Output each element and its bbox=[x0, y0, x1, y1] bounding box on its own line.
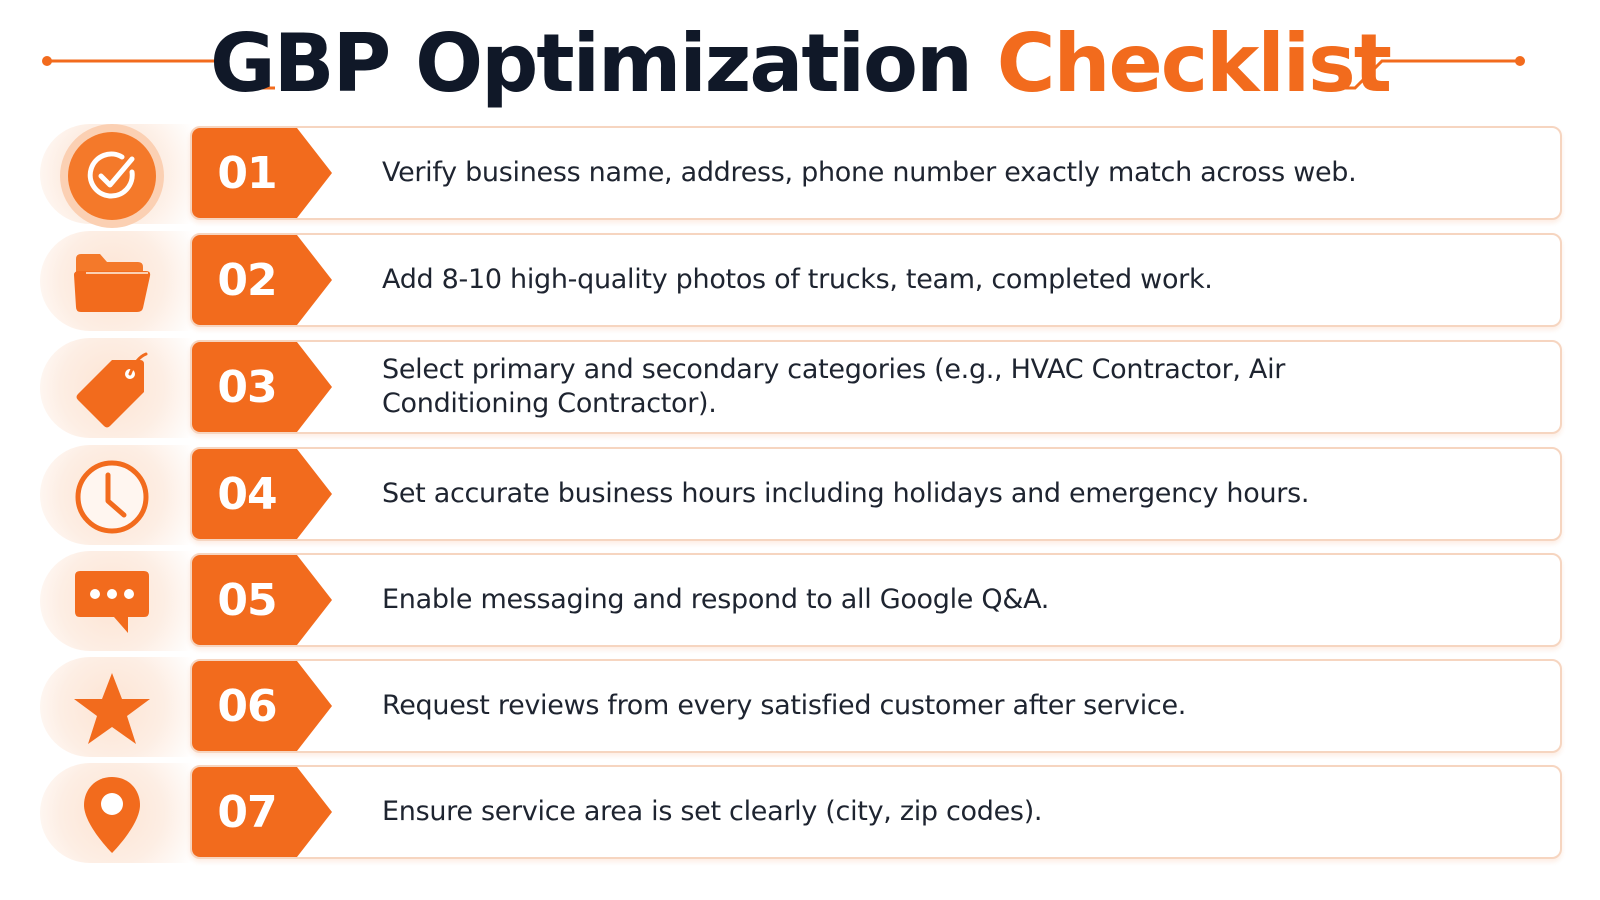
item-text: Request reviews from every satisfied customer after service. bbox=[382, 690, 1187, 721]
title-main: GBP Optimization bbox=[209, 17, 971, 110]
list-item bbox=[40, 233, 1565, 329]
star-icon bbox=[68, 665, 156, 753]
checklist-card bbox=[190, 553, 1562, 647]
item-text: Add 8-10 high-quality photos of trucks, team, completed work. bbox=[382, 264, 1213, 295]
item-number: 07 bbox=[217, 786, 277, 838]
page-title bbox=[0, 16, 1600, 112]
list-item bbox=[40, 340, 1565, 436]
checklist-card bbox=[190, 765, 1562, 859]
clock-icon bbox=[68, 453, 156, 541]
list-item bbox=[40, 765, 1565, 861]
checklist-card bbox=[190, 659, 1562, 753]
list-item bbox=[40, 126, 1565, 222]
title-accent: Checklist bbox=[996, 17, 1391, 110]
chat-bubble-icon bbox=[68, 559, 156, 647]
item-text: Enable messaging and respond to all Google Q&A. bbox=[382, 584, 1050, 615]
item-number: 05 bbox=[217, 574, 277, 626]
list-item bbox=[40, 553, 1565, 649]
list-item bbox=[40, 659, 1565, 755]
folder-icon bbox=[68, 239, 156, 327]
checklist-card bbox=[190, 447, 1562, 541]
item-number: 02 bbox=[217, 254, 277, 306]
item-text: Set accurate business hours including holidays and emergency hours. bbox=[382, 478, 1310, 509]
tag-icon bbox=[68, 346, 156, 434]
item-number: 01 bbox=[217, 147, 277, 199]
checklist-card bbox=[190, 233, 1562, 327]
item-text: Ensure service area is set clearly (city, zip codes). bbox=[382, 796, 1043, 827]
item-number: 03 bbox=[217, 361, 277, 413]
item-number: 04 bbox=[217, 468, 277, 520]
map-pin-icon bbox=[68, 771, 156, 859]
title-row bbox=[0, 0, 1600, 120]
item-number: 06 bbox=[217, 680, 277, 732]
list-item bbox=[40, 447, 1565, 543]
checklist-card bbox=[190, 340, 1562, 434]
item-text: Select primary and secondary categories (e.g., HVAC Contractor, Air Conditioning Contractor). bbox=[382, 354, 1286, 419]
item-text: Verify business name, address, phone number exactly match across web. bbox=[382, 157, 1357, 188]
check-circle-icon bbox=[68, 132, 156, 220]
checklist-card bbox=[190, 126, 1562, 220]
